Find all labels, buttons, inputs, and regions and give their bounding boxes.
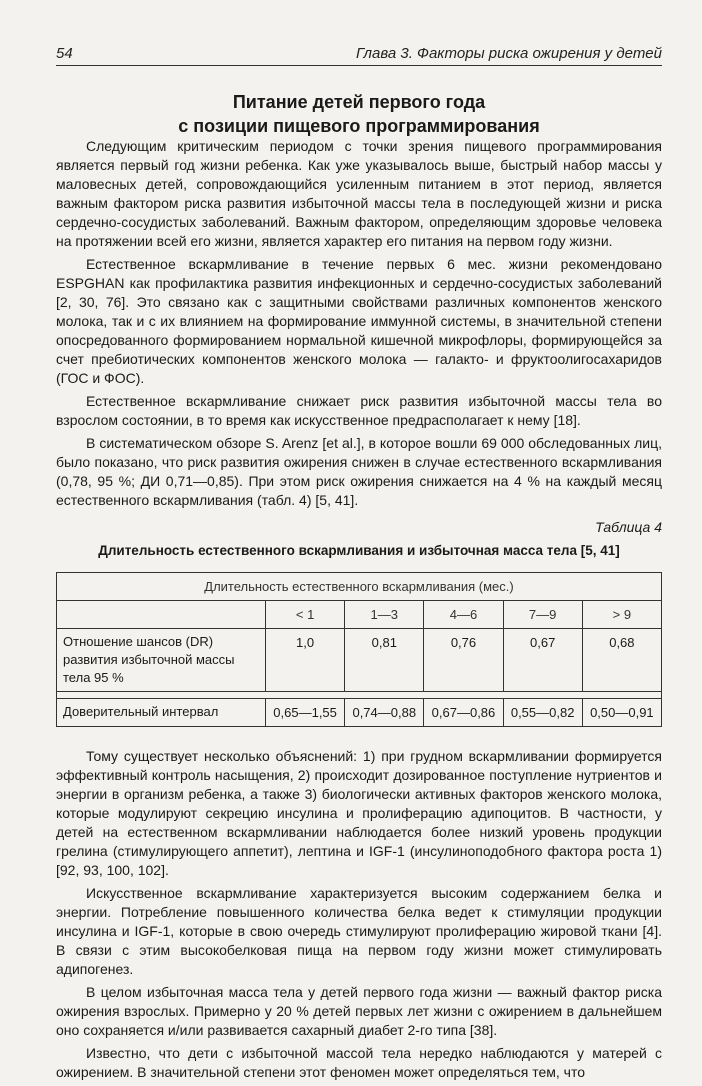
- paragraph: Следующим критическим периодом с точки зрения пищевого программирования является первый год жизни ребенка. Как уже указывалось выше, быстрый набор массы у маловесных детей, сопровождающийся усиленным питанием в этот период, является важным фактором риска развития избыточной массы тела в последующей жизни и риска сердечно-сосудистых заболеваний. Важным фактором, определяющим здоровье человека на протяжении всей его жизни, является характер его питания на первом году жизни.: [56, 138, 662, 249]
- data-table: [56, 572, 662, 727]
- paragraph: Естественное вскармливание в течение первых 6 мес. жизни рекомендовано ESPGHAN как профилактика развития инфекционных и сердечно-сосудистых заболеваний [2, 30, 76]. Это связано как с защитными свойствами различных компонентов женского молока, так и с их влиянием на формирование иммунной системы, в значительной степени опосредованного формированием нормальной кишечной микрофлоры, формирующейся за счет пребиотических компонентов женского молока — галакто- и фруктоолигосахаридов (ГОС и ФОС).: [56, 256, 662, 386]
- paragraph: В систематическом обзоре S. Arenz [et al.], в которое вошли 69 000 обследованных лиц, было показано, что риск развития ожирения снижен в случае естественного вскармливания (0,78, 95 %; ДИ 0,71—0,85). При этом риск ожирения снижается на 4 % на каждый месяц естественного вскармливания (табл. 4) [5, 41].: [56, 435, 662, 508]
- paragraph: Тому существует несколько объяснений: 1) при грудном вскармливании формируется эффективный контроль насыщения, 2) происходит дозированное поступление нутриентов и энергии в организм ребенка, а также 3) биологически активных факторов женского молока, которые модулируют секрецию инсулина и пролиферацию адипоцитов. В частности, у детей на естественном вскармливании наблюдается более низкий уровень продукции грелина (стимулирующего аппетит), лептина и IGF-1 (инсулиноподобного фактора роста 1) [92, 93, 100, 102].: [56, 748, 662, 878]
- table-column-header: > 9: [582, 601, 661, 629]
- table-cell: 0,81: [345, 629, 424, 692]
- table-corner-cell: [57, 601, 266, 629]
- table-cell: 0,67—0,86: [424, 699, 503, 727]
- table-group-header: Длительность естественного вскармливания (мес.): [57, 573, 662, 601]
- table-cell: 0,55—0,82: [503, 699, 582, 727]
- chapter-title: Глава 3. Факторы риска ожирения у детей: [356, 45, 662, 62]
- running-header: [56, 36, 662, 62]
- paragraph: Искусственное вскармливание характеризуется высоким содержанием белка и энергии. Потребление повышенного количества белка ведет к стимуляции продукции инсулина и IGF-1, которые в свою очередь стимулируют пролиферацию жировой ткани [4]. В связи с этим высокобелковая пища на первом году жизни может стимулировать адипогенез.: [56, 885, 662, 977]
- table-cell: 0,76: [424, 629, 503, 692]
- table-column-header: 7—9: [503, 601, 582, 629]
- table-column-header: < 1: [266, 601, 345, 629]
- table-spacer-cell: [57, 692, 662, 699]
- table-column-header: 4—6: [424, 601, 503, 629]
- page-content: [56, 137, 662, 1086]
- paragraph: Естественное вскармливание снижает риск развития избыточной массы тела во взрослом состоянии, в то время как искусственное предрасполагает к нему [18].: [56, 393, 662, 428]
- page-number: 54: [56, 45, 73, 62]
- paragraph: Известно, что дети с избыточной массой тела нередко наблюдаются у матерей с ожирением. В значительной степени этот феномен может определяться тем, что: [56, 1045, 662, 1080]
- header-rule: [56, 65, 662, 66]
- table-cell: 0,68: [582, 629, 661, 692]
- section-title-line-1: Питание детей первого года: [232, 92, 486, 112]
- table-cell: 0,50—0,91: [582, 699, 661, 727]
- table-cell: 0,65—1,55: [266, 699, 345, 727]
- table-row: [57, 629, 662, 692]
- paragraph: В целом избыточная масса тела у детей первого года жизни — важный фактор риска ожирения взрослых. Примерно у 20 % детей первых лет жизни с ожирением в дальнейшем оно сохраняется и/или развивается сахарный диабет 2-го типа [38].: [56, 984, 662, 1038]
- table-label: Таблица 4: [595, 519, 662, 535]
- table-group-header-row: [57, 573, 662, 601]
- table-cell: 0,74—0,88: [345, 699, 424, 727]
- section-title-line-2: с позиции пищевого программирования: [178, 116, 540, 136]
- section-title: [56, 90, 662, 138]
- table-spacer-row: [57, 692, 662, 699]
- table-row: [57, 699, 662, 727]
- table-row-label: Отношение шансов (DR) развития избыточной массы тела 95 %: [57, 629, 266, 692]
- table-cell: 0,67: [503, 629, 582, 692]
- table-title: Длительность естественного вскармливания и избыточная масса тела [5, 41]: [98, 543, 620, 558]
- table-cell: 1,0: [266, 629, 345, 692]
- table-column-header: 1—3: [345, 601, 424, 629]
- table-column-header-row: [57, 601, 662, 629]
- table-row-label: Доверительный интервал: [57, 699, 266, 727]
